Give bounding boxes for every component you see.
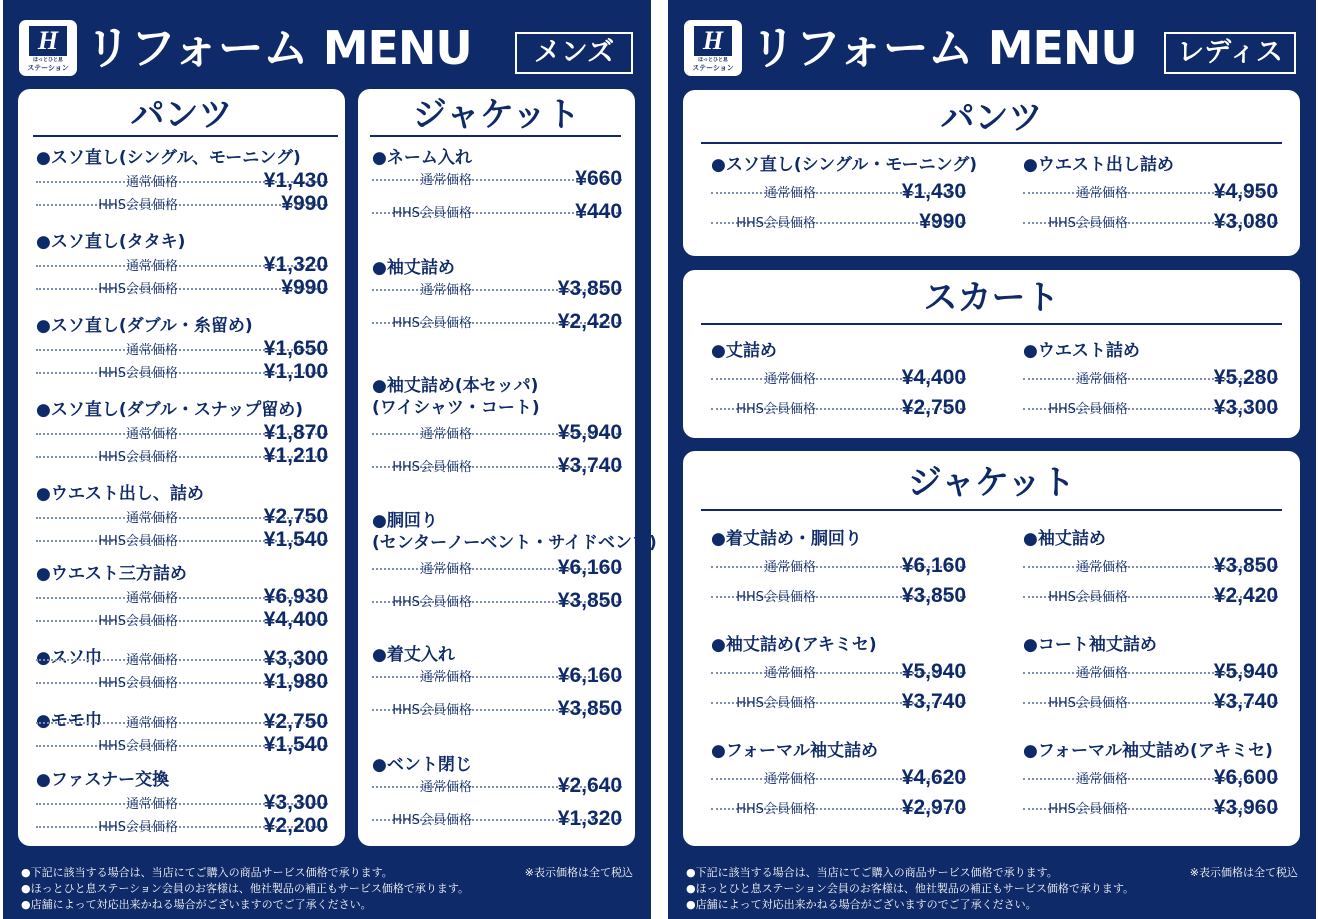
price-row bbox=[372, 454, 622, 478]
price-label: 通常価格 bbox=[419, 780, 472, 795]
price-value: ¥1,540 bbox=[263, 528, 328, 551]
price-value: ¥3,960 bbox=[1213, 796, 1278, 819]
price-value: ¥5,940 bbox=[557, 421, 622, 444]
price-value: ¥660 bbox=[575, 167, 622, 190]
price-label: 通常価格 bbox=[125, 259, 178, 274]
menu-item bbox=[1023, 634, 1278, 729]
item-name: ●フォーマル袖丈詰め bbox=[711, 741, 878, 761]
item-name: ●スソ直し(タタキ) bbox=[36, 232, 186, 252]
tax-note: ※表示価格は全て税込 bbox=[1189, 866, 1298, 879]
item-name-sub: (センターノーベント・サイドベンツ) bbox=[372, 533, 657, 553]
price-label: 通常価格 bbox=[125, 797, 178, 812]
price-value: ¥6,160 bbox=[557, 556, 622, 579]
price-row bbox=[372, 774, 622, 798]
price-row bbox=[711, 180, 966, 204]
price-value: ¥3,300 bbox=[263, 647, 328, 670]
logo-subtitle: ほっとひと息 bbox=[32, 57, 63, 63]
price-label: 通常価格 bbox=[419, 173, 472, 188]
price-label: 通常価格 bbox=[419, 283, 472, 298]
price-value: ¥2,750 bbox=[263, 710, 328, 733]
mens-header bbox=[3, 0, 651, 86]
price-row bbox=[372, 200, 622, 224]
price-label: 通常価格 bbox=[763, 666, 816, 681]
price-value: ¥1,430 bbox=[263, 169, 328, 192]
footer-notes bbox=[686, 865, 1306, 913]
price-value: ¥990 bbox=[919, 210, 966, 233]
ladies-jacket-card bbox=[683, 451, 1300, 846]
price-label: HHS会員価格 bbox=[392, 460, 472, 475]
price-value: ¥1,540 bbox=[263, 733, 328, 756]
price-value: ¥2,420 bbox=[557, 310, 622, 333]
logo-station: ステーション bbox=[27, 64, 69, 72]
price-label: HHS会員価格 bbox=[1048, 802, 1128, 817]
menu-item bbox=[372, 147, 622, 247]
price-row bbox=[711, 690, 966, 714]
price-value: ¥3,850 bbox=[901, 584, 966, 607]
price-value: ¥1,320 bbox=[263, 253, 328, 276]
item-name: ●フォーマル袖丈詰め(アキミセ) bbox=[1023, 741, 1273, 761]
item-name: ●袖丈詰め bbox=[372, 258, 455, 278]
price-label: 通常価格 bbox=[125, 427, 178, 442]
item-name: ●ファスナー交換 bbox=[36, 770, 170, 790]
price-row bbox=[711, 396, 966, 420]
price-label: HHS会員価格 bbox=[1048, 216, 1128, 231]
price-row bbox=[1023, 180, 1278, 204]
price-row bbox=[711, 554, 966, 578]
price-value: ¥5,280 bbox=[1213, 366, 1278, 389]
menu-item bbox=[36, 563, 328, 633]
price-value: ¥3,850 bbox=[557, 697, 622, 720]
price-value: ¥2,970 bbox=[901, 796, 966, 819]
price-label: 通常価格 bbox=[125, 716, 178, 731]
section-title: スカート bbox=[923, 278, 1060, 318]
price-label: HHS会員価格 bbox=[392, 206, 472, 221]
mens-menu-poster bbox=[3, 0, 657, 919]
price-label: HHS会員価格 bbox=[98, 198, 178, 213]
price-label: HHS会員価格 bbox=[392, 703, 472, 718]
price-value: ¥6,930 bbox=[263, 585, 328, 608]
mens-pants-card bbox=[18, 89, 345, 846]
menu-item bbox=[711, 154, 978, 249]
price-row bbox=[1023, 554, 1278, 578]
price-row bbox=[1023, 584, 1278, 608]
price-row bbox=[36, 670, 328, 694]
price-row bbox=[711, 660, 966, 684]
ladies-skirt-card bbox=[683, 270, 1300, 438]
ladies-header bbox=[668, 0, 1316, 86]
price-label: HHS会員価格 bbox=[98, 366, 178, 381]
page-title: リフォーム MENU bbox=[85, 21, 472, 75]
price-value: ¥3,740 bbox=[1213, 690, 1278, 713]
price-label: 通常価格 bbox=[419, 562, 472, 577]
price-label: 通常価格 bbox=[1075, 560, 1128, 575]
section-divider bbox=[701, 142, 1282, 144]
price-row bbox=[711, 210, 966, 234]
price-label: HHS会員価格 bbox=[736, 802, 816, 817]
item-name: ●ウエスト三方詰め bbox=[36, 564, 187, 584]
price-label: HHS会員価格 bbox=[98, 676, 178, 691]
price-row bbox=[36, 585, 328, 609]
logo-subtitle: ほっとひと息 bbox=[697, 57, 728, 63]
note-line: ●店舗によって対応出来かねる場合がございますのでご了承ください。 bbox=[686, 898, 1037, 911]
menu-item bbox=[36, 147, 328, 217]
item-name: ●スソ直し(シングル、モーニング) bbox=[36, 148, 301, 168]
menu-item bbox=[372, 375, 622, 475]
price-value: ¥4,400 bbox=[263, 608, 328, 631]
price-label: 通常価格 bbox=[125, 175, 178, 190]
price-row bbox=[36, 276, 328, 300]
price-label: 通常価格 bbox=[1075, 186, 1128, 201]
page-title: リフォーム MENU bbox=[750, 21, 1137, 75]
logo-h-mark: H bbox=[29, 26, 67, 56]
price-value: ¥990 bbox=[281, 276, 328, 299]
price-row bbox=[1023, 366, 1278, 390]
price-row bbox=[1023, 660, 1278, 684]
item-name: ●スソ直し(ダブル・糸留め) bbox=[36, 316, 253, 336]
footer-notes bbox=[21, 865, 641, 913]
note-line: ●店舗によって対応出来かねる場合がございますのでご了承ください。 bbox=[21, 898, 372, 911]
price-row bbox=[36, 647, 328, 671]
price-row bbox=[36, 505, 328, 529]
item-name: ●ネーム入れ bbox=[372, 148, 472, 168]
price-row bbox=[1023, 796, 1278, 820]
price-label: HHS会員価格 bbox=[98, 739, 178, 754]
price-row bbox=[711, 366, 966, 390]
menu-item bbox=[36, 231, 328, 301]
price-row bbox=[372, 277, 622, 301]
menu-item bbox=[372, 510, 657, 612]
price-row bbox=[36, 791, 328, 815]
price-row bbox=[36, 421, 328, 445]
note-line: ●下記に該当する場合は、当店にてご購入の商品サービス価格で承ります。 bbox=[21, 866, 393, 879]
price-value: ¥4,950 bbox=[1213, 180, 1278, 203]
menu-item bbox=[372, 754, 622, 854]
price-label: HHS会員価格 bbox=[736, 402, 816, 417]
price-value: ¥1,980 bbox=[263, 670, 328, 693]
price-label: HHS会員価格 bbox=[392, 595, 472, 610]
item-name: ●着丈詰め・胴回り bbox=[711, 529, 862, 549]
price-label: HHS会員価格 bbox=[1048, 696, 1128, 711]
price-label: HHS会員価格 bbox=[736, 216, 816, 231]
price-value: ¥3,740 bbox=[557, 454, 622, 477]
price-row bbox=[372, 664, 622, 688]
price-label: HHS会員価格 bbox=[98, 282, 178, 297]
item-name: ●モモ巾 bbox=[36, 711, 102, 731]
price-value: ¥6,160 bbox=[901, 554, 966, 577]
price-row bbox=[36, 337, 328, 361]
price-label: 通常価格 bbox=[763, 560, 816, 575]
price-label: HHS会員価格 bbox=[98, 450, 178, 465]
brand-logo bbox=[19, 20, 77, 76]
price-label: HHS会員価格 bbox=[98, 614, 178, 629]
section-title: パンツ bbox=[940, 98, 1043, 138]
price-label: 通常価格 bbox=[125, 343, 178, 358]
section-divider bbox=[701, 509, 1282, 511]
mens-jacket-card bbox=[358, 89, 657, 846]
menu-item bbox=[1023, 740, 1278, 835]
price-row bbox=[372, 421, 622, 445]
price-value: ¥2,750 bbox=[263, 505, 328, 528]
price-value: ¥2,640 bbox=[557, 774, 622, 797]
price-row bbox=[36, 528, 328, 552]
ladies-tag: レディス bbox=[1164, 32, 1296, 74]
section-divider bbox=[370, 135, 621, 137]
price-row bbox=[372, 589, 622, 613]
price-value: ¥5,940 bbox=[901, 660, 966, 683]
price-value: ¥1,430 bbox=[901, 180, 966, 203]
price-label: HHS会員価格 bbox=[98, 534, 178, 549]
item-name: ●丈詰め bbox=[711, 341, 777, 361]
price-row bbox=[36, 360, 328, 384]
menu-item bbox=[1023, 528, 1278, 623]
item-name: ●ウエスト出し詰め bbox=[1023, 155, 1174, 175]
price-row bbox=[36, 608, 328, 632]
price-row bbox=[36, 253, 328, 277]
price-row bbox=[1023, 210, 1278, 234]
price-label: HHS会員価格 bbox=[736, 696, 816, 711]
price-label: 通常価格 bbox=[1075, 372, 1128, 387]
tax-note: ※表示価格は全て税込 bbox=[524, 866, 633, 879]
mens-tag: メンズ bbox=[515, 32, 633, 74]
price-value: ¥4,620 bbox=[901, 766, 966, 789]
menu-item bbox=[36, 647, 328, 717]
price-label: 通常価格 bbox=[1075, 666, 1128, 681]
price-label: HHS会員価格 bbox=[392, 813, 472, 828]
price-row bbox=[1023, 396, 1278, 420]
price-value: ¥3,850 bbox=[557, 589, 622, 612]
note-line: ●ほっとひと息ステーション会員のお客様は、他社製品の補正もサービス価格で承ります。 bbox=[21, 882, 470, 895]
menu-item bbox=[711, 634, 966, 729]
item-name: ●袖丈詰め(本セッパ) bbox=[372, 376, 539, 396]
item-name: ●コート袖丈詰め bbox=[1023, 635, 1157, 655]
item-name: ●胴回り bbox=[372, 511, 438, 531]
price-label: 通常価格 bbox=[125, 591, 178, 606]
logo-h-mark: H bbox=[694, 26, 732, 56]
menu-item bbox=[711, 528, 966, 623]
price-value: ¥3,300 bbox=[263, 791, 328, 814]
section-title: ジャケット bbox=[907, 463, 1076, 503]
item-name: ●ベント閉じ bbox=[372, 755, 472, 775]
price-value: ¥2,200 bbox=[263, 814, 328, 837]
price-value: ¥990 bbox=[281, 192, 328, 215]
price-label: 通常価格 bbox=[763, 372, 816, 387]
price-value: ¥440 bbox=[575, 200, 622, 223]
item-name: ●ウエスト出し、詰め bbox=[36, 484, 204, 504]
menu-item bbox=[36, 483, 328, 553]
price-row bbox=[372, 697, 622, 721]
logo-station: ステーション bbox=[692, 64, 734, 72]
price-row bbox=[372, 310, 622, 334]
price-value: ¥1,870 bbox=[263, 421, 328, 444]
ladies-pants-card bbox=[683, 90, 1300, 256]
price-value: ¥3,740 bbox=[901, 690, 966, 713]
menu-item bbox=[36, 399, 328, 469]
brand-logo bbox=[684, 20, 742, 76]
price-value: ¥3,850 bbox=[1213, 554, 1278, 577]
price-row bbox=[36, 444, 328, 468]
menu-item bbox=[372, 644, 622, 744]
price-label: 通常価格 bbox=[419, 670, 472, 685]
price-value: ¥5,940 bbox=[1213, 660, 1278, 683]
price-label: 通常価格 bbox=[1075, 772, 1128, 787]
item-name: ●ウエスト詰め bbox=[1023, 341, 1140, 361]
price-value: ¥6,600 bbox=[1213, 766, 1278, 789]
price-row bbox=[36, 710, 328, 734]
price-value: ¥3,080 bbox=[1213, 210, 1278, 233]
price-row bbox=[36, 733, 328, 757]
price-label: 通常価格 bbox=[763, 772, 816, 787]
price-label: HHS会員価格 bbox=[1048, 590, 1128, 605]
price-value: ¥1,100 bbox=[263, 360, 328, 383]
price-value: ¥3,850 bbox=[557, 277, 622, 300]
menu-item bbox=[1023, 154, 1278, 249]
item-name: ●袖丈詰め(アキミセ) bbox=[711, 635, 877, 655]
item-name: ●スソ巾 bbox=[36, 648, 102, 668]
price-label: HHS会員価格 bbox=[98, 820, 178, 835]
price-row bbox=[36, 169, 328, 193]
price-row bbox=[372, 167, 622, 191]
price-row bbox=[36, 192, 328, 216]
section-divider bbox=[701, 323, 1282, 325]
price-value: ¥4,400 bbox=[901, 366, 966, 389]
price-row bbox=[711, 796, 966, 820]
note-line: ●ほっとひと息ステーション会員のお客様は、他社製品の補正もサービス価格で承ります。 bbox=[686, 882, 1135, 895]
price-label: 通常価格 bbox=[763, 186, 816, 201]
item-name: ●袖丈詰め bbox=[1023, 529, 1106, 549]
price-row bbox=[711, 766, 966, 790]
menu-item bbox=[36, 769, 328, 839]
price-value: ¥1,320 bbox=[557, 807, 622, 830]
price-row bbox=[372, 556, 622, 580]
section-title: パンツ bbox=[130, 95, 233, 135]
section-title: ジャケット bbox=[412, 95, 581, 135]
menu-item bbox=[36, 315, 328, 385]
section-divider bbox=[33, 135, 338, 137]
note-line: ●下記に該当する場合は、当店にてご購入の商品サービス価格で承ります。 bbox=[686, 866, 1058, 879]
price-label: 通常価格 bbox=[125, 653, 178, 668]
price-label: HHS会員価格 bbox=[392, 316, 472, 331]
item-name: ●スソ直し(シングル・モーニング) bbox=[711, 155, 978, 175]
item-name: ●着丈入れ bbox=[372, 645, 455, 665]
price-value: ¥1,210 bbox=[263, 444, 328, 467]
price-row bbox=[711, 584, 966, 608]
menu-item bbox=[372, 257, 622, 357]
price-label: HHS会員価格 bbox=[1048, 402, 1128, 417]
price-row bbox=[36, 814, 328, 838]
price-value: ¥2,420 bbox=[1213, 584, 1278, 607]
menu-item bbox=[711, 340, 966, 435]
menu-item bbox=[1023, 340, 1278, 435]
price-value: ¥1,650 bbox=[263, 337, 328, 360]
price-row bbox=[1023, 766, 1278, 790]
price-label: HHS会員価格 bbox=[736, 590, 816, 605]
price-label: 通常価格 bbox=[419, 427, 472, 442]
price-value: ¥6,160 bbox=[557, 664, 622, 687]
price-row bbox=[372, 807, 622, 831]
price-value: ¥3,300 bbox=[1213, 396, 1278, 419]
price-row bbox=[1023, 690, 1278, 714]
price-label: 通常価格 bbox=[125, 511, 178, 526]
item-name: ●スソ直し(ダブル・スナップ留め) bbox=[36, 400, 304, 420]
item-name-sub: (ワイシャツ・コート) bbox=[372, 398, 540, 418]
price-value: ¥2,750 bbox=[901, 396, 966, 419]
menu-item bbox=[711, 740, 966, 835]
ladies-menu-poster bbox=[668, 0, 1316, 919]
